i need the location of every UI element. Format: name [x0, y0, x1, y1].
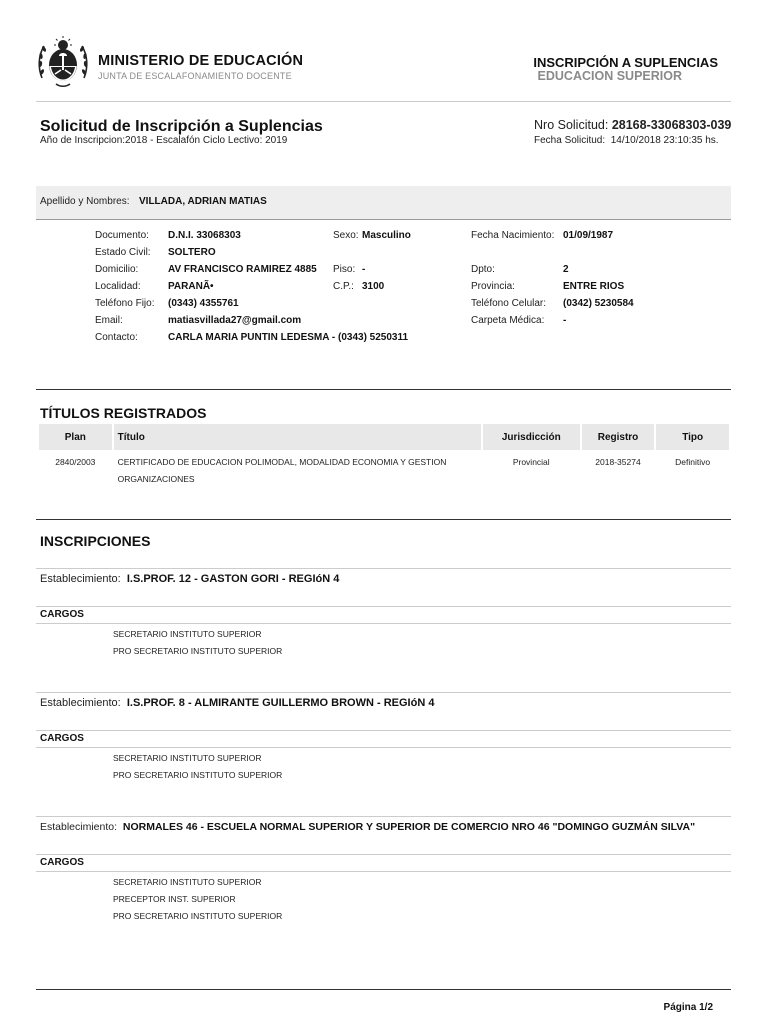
header-divider: [36, 101, 731, 102]
telcel-label: Teléfono Celular:: [471, 298, 547, 309]
list-item: SECRETARIO INSTITUTO SUPERIOR: [113, 753, 262, 763]
solicitud-number-label: Nro Solicitud:: [534, 118, 609, 132]
localidad-value: PARANÃ•: [168, 281, 214, 292]
header-right-title: INSCRIPCIÓN A SUPLENCIAS: [533, 55, 718, 70]
name-label: Apellido y Nombres:: [40, 196, 130, 207]
cell-jurisdiccion: Provincial: [512, 457, 550, 467]
col-plan-header: Plan: [39, 424, 112, 450]
piso-label: Piso:: [333, 264, 356, 275]
estado-value: SOLTERO: [168, 247, 216, 258]
cell-tipo: Definitivo: [675, 457, 711, 467]
nacimiento-label: Fecha Nacimiento:: [471, 230, 555, 241]
carpeta-label: Carpeta Médica:: [471, 315, 545, 326]
titulos-header-row: [39, 424, 729, 450]
list-item: SECRETARIO INSTITUTO SUPERIOR: [113, 877, 262, 887]
provincia-value: ENTRE RIOS: [563, 281, 625, 292]
cargos-header: CARGOS: [40, 609, 84, 620]
establecimiento-label: Establecimiento:: [40, 821, 118, 833]
cp-value: 3100: [362, 281, 385, 292]
titulos-table: [37, 424, 731, 492]
row-divider: [36, 692, 731, 693]
footer-divider: [36, 989, 731, 990]
sexo-label: Sexo:: [333, 230, 359, 241]
telfijo-value: (0343) 4355761: [168, 298, 239, 309]
row-divider: [36, 747, 731, 748]
name-value: VILLADA, ADRIAN MATIAS: [139, 196, 267, 207]
junta-subtitle: JUNTA DE ESCALAFONAMIENTO DOCENTE: [98, 71, 292, 81]
dpto-value: 2: [563, 264, 569, 275]
documento-value: D.N.I. 33068303: [168, 230, 241, 241]
piso-value: -: [362, 264, 366, 275]
cargos-header: CARGOS: [40, 733, 84, 744]
solicitud-date: [534, 135, 719, 146]
row-divider: [36, 816, 731, 817]
establecimiento-row: [40, 821, 695, 833]
provincia-label: Provincia:: [471, 281, 515, 292]
cell-titulo: CERTIFICADO DE EDUCACION POLIMODAL, MODALIDAD ECONOMIA Y GESTION ORGANIZACIONES: [117, 457, 447, 484]
row-divider: [36, 623, 731, 624]
row-divider: [36, 871, 731, 872]
solicitud-date-value: 14/10/2018 23:10:35 hs.: [610, 135, 719, 146]
establecimiento-label: Establecimiento:: [40, 697, 121, 709]
establecimiento-label: Establecimiento:: [40, 573, 121, 585]
cargos-header: CARGOS: [40, 857, 84, 868]
telfijo-label: Teléfono Fijo:: [95, 298, 155, 309]
document-subtitle: Año de Inscripcion:2018 - Escalafón Ciclo Lectivo: 2019: [40, 135, 288, 146]
col-tipo-header: Tipo: [656, 424, 729, 450]
document-title: Solicitud de Inscripción a Suplencias: [40, 118, 323, 135]
cell-registro: 2018-35274: [595, 457, 641, 467]
row-divider: [36, 568, 731, 569]
nacimiento-value: 01/09/1987: [563, 230, 614, 241]
domicilio-label: Domicilio:: [95, 264, 139, 275]
cp-label: C.P.:: [333, 281, 354, 292]
contacto-value: CARLA MARIA PUNTIN LEDESMA - (0343) 5250311: [168, 332, 409, 343]
solicitud-date-label: Fecha Solicitud:: [534, 135, 606, 146]
establecimiento-row: [40, 573, 339, 585]
estado-label: Estado Civil:: [95, 247, 151, 258]
localidad-label: Localidad:: [95, 281, 141, 292]
domicilio-value: AV FRANCISCO RAMIREZ 4885: [168, 264, 317, 275]
documento-label: Documento:: [95, 230, 149, 241]
coat-of-arms-icon: [36, 34, 90, 88]
dpto-label: Dpto:: [471, 264, 495, 275]
row-divider: [36, 730, 731, 731]
header-right-subtitle: EDUCACION SUPERIOR: [537, 69, 682, 83]
name-bar: [36, 186, 731, 220]
solicitud-number: [534, 118, 731, 132]
cell-plan: 2840/2003: [55, 457, 96, 467]
list-item: PRECEPTOR INST. SUPERIOR: [113, 894, 236, 904]
list-item: PRO SECRETARIO INSTITUTO SUPERIOR: [113, 646, 283, 656]
establecimiento-value: NORMALES 46 - ESCUELA NORMAL SUPERIOR Y SUPERIOR DE COMERCIO NRO 46 "DOMINGO GUZMÁN SILVA": [122, 821, 696, 833]
solicitud-number-value: 28168-33068303-039: [611, 118, 732, 132]
email-value: matiasvillada27@gmail.com: [168, 315, 302, 326]
ministry-title: MINISTERIO DE EDUCACIÓN: [98, 53, 304, 69]
row-divider: [36, 606, 731, 607]
titulos-section-title: TÍTULOS REGISTRADOS: [40, 405, 207, 421]
sexo-value: Masculino: [362, 230, 411, 241]
row-divider: [36, 854, 731, 855]
email-label: Email:: [95, 315, 123, 326]
page-number: Página 1/2: [663, 1002, 713, 1013]
establecimiento-row: [40, 697, 434, 709]
establecimiento-value: I.S.PROF. 12 - GASTON GORI - REGIóN 4: [126, 573, 340, 585]
col-registro-header: Registro: [582, 424, 655, 450]
contacto-label: Contacto:: [95, 332, 138, 343]
establecimiento-value: I.S.PROF. 8 - ALMIRANTE GUILLERMO BROWN - REGIóN 4: [126, 697, 435, 709]
col-titulo-header: Título: [114, 424, 481, 450]
list-item: PRO SECRETARIO INSTITUTO SUPERIOR: [113, 770, 283, 780]
carpeta-value: -: [563, 315, 567, 326]
col-jurisdiccion-header: Jurisdicción: [483, 424, 580, 450]
section-divider: [36, 389, 731, 390]
list-item: SECRETARIO INSTITUTO SUPERIOR: [113, 629, 262, 639]
table-row: [39, 450, 729, 492]
list-item: PRO SECRETARIO INSTITUTO SUPERIOR: [113, 911, 283, 921]
telcel-value: (0342) 5230584: [563, 298, 634, 309]
section-divider: [36, 519, 731, 520]
inscripciones-section-title: INSCRIPCIONES: [40, 533, 151, 549]
